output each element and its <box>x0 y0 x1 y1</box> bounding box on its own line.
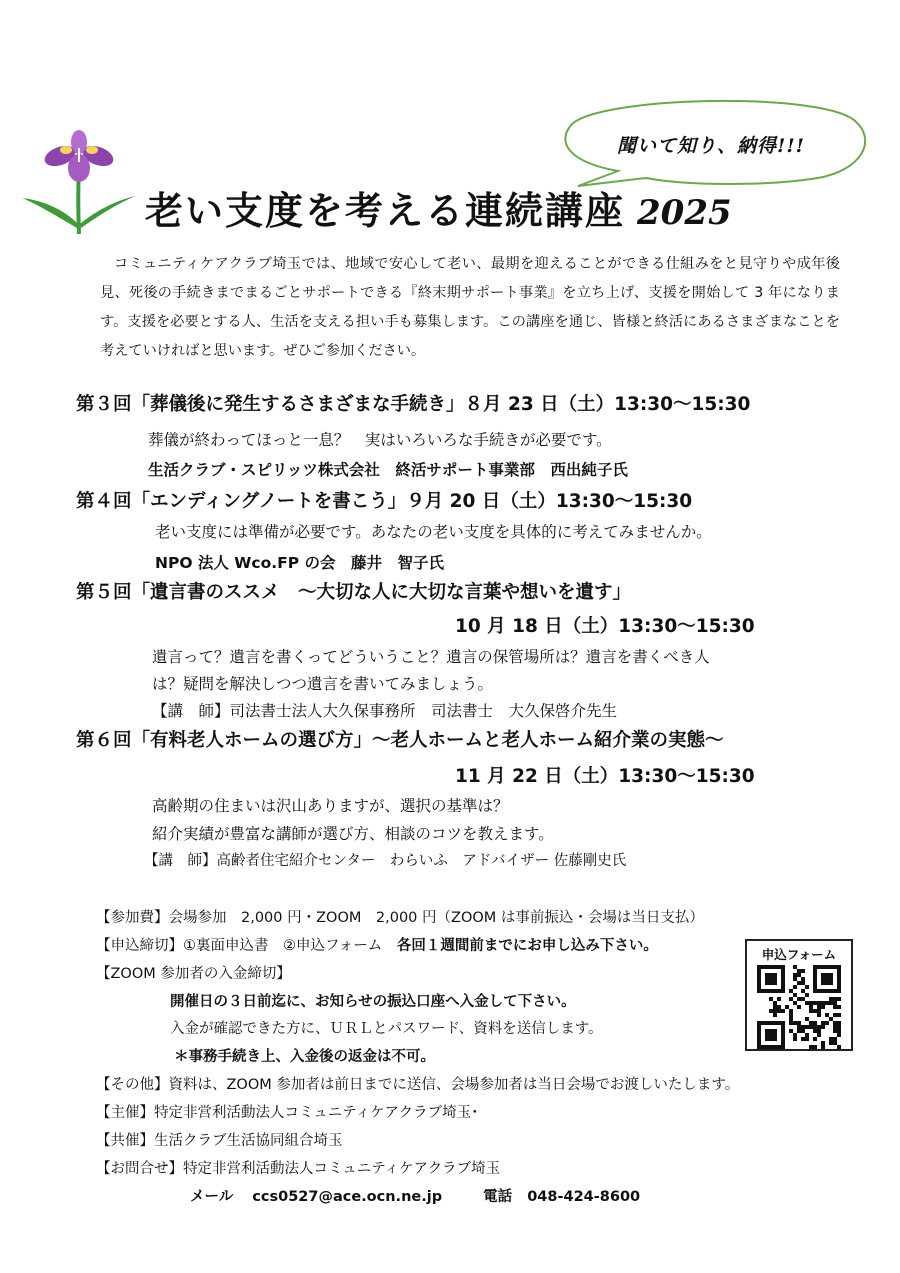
session-6-heading: 第６回「有料老人ホームの選び方」～老人ホームと老人ホーム紹介業の実態～ <box>76 730 724 751</box>
title-main: 老い支度を考える連続講座 <box>145 188 626 233</box>
session-6-date: 11 月 22 日（土）13:30～15:30 <box>455 766 755 787</box>
session-5-heading: 第５回「遺言書のススメ ～大切な人に大切な言葉や想いを遺す」 <box>76 582 632 603</box>
host-info: 【主催】特定非営利活動法人コミュニティケアクラブ埼玉･ <box>96 1105 479 1121</box>
cohost-info: 【共催】生活クラブ生活協同組合埼玉 <box>96 1133 343 1149</box>
session-5-date: 10 月 18 日（土）13:30～15:30 <box>455 616 755 637</box>
qr-label: 申込フォーム <box>761 947 837 962</box>
tel-number[interactable]: 048-424-8600 <box>527 1189 641 1205</box>
contact-info: 【お問合せ】特定非営利活動法人コミュニティケアクラブ埼玉 <box>96 1161 501 1177</box>
other-info: 【その他】資料は、ZOOM 参加者は前日までに送信、会場参加者は当日会場でお渡しいたします。 <box>96 1077 740 1093</box>
bubble-text: 聞いて知り、納得!!! <box>616 135 806 157</box>
session-4-speaker: NPO 法人 Wco.FP の会 藤井 智子氏 <box>155 554 444 572</box>
session-4-heading: 第４回「エンディングノートを書こう」９月 20 日（土）13:30～15:30 <box>76 491 693 512</box>
fee-info: 【参加費】会場参加 2,000 円・ZOOM 2,000 円（ZOOM は事前振込・会場は当日支払） <box>96 910 704 926</box>
deadline-info <box>96 934 658 955</box>
page-title <box>145 180 732 235</box>
session-6-speaker: 【講 師】高齢者住宅紹介センター わらいふ アドバイザー 佐藤剛史氏 <box>144 853 627 869</box>
session-5-description-1: 遺言って？遺言を書くってどういうこと？遺言の保管場所は？遺言を書くべき人 <box>152 648 710 666</box>
session-3-heading: 第３回「葬儀後に発生するさまざまな手続き」８月 23 日（土）13:30～15:30 <box>76 394 751 415</box>
session-3-description: 葬儀が終わってほっと一息？ 実はいろいろな手続きが必要です。 <box>148 431 612 449</box>
refund-note: ＊事務手続き上、入金後の返金は不可。 <box>174 1049 435 1065</box>
qr-code-box[interactable] <box>745 939 853 1051</box>
session-3-speaker: 生活クラブ・スピリッツ株式会社 終活サポート事業部 西出純子氏 <box>148 461 628 479</box>
zoom-payment-heading: 【ZOOM 参加者の入金締切】 <box>96 966 291 982</box>
deadline-text: 【申込締切】①裏面申込書 ②申込フォーム <box>96 938 383 954</box>
mail-address[interactable]: ccs0527@ace.ocn.ne.jp <box>252 1189 443 1205</box>
iris-flower-icon <box>20 128 138 236</box>
session-6-description-1: 高齢期の住まいは沢山ありますが、選択の基準は？ <box>152 797 509 815</box>
deadline-bold: 各回１週間前までにお申し込み下さい。 <box>396 938 658 954</box>
session-4-description: 老い支度には準備が必要です。あなたの老い支度を具体的に考えてみませんか。 <box>155 523 712 541</box>
zoom-payment-line-1: 開催日の３日前迄に、お知らせの振込口座へ入金して下さい。 <box>170 994 576 1010</box>
session-6-description-2: 紹介実績が豊富な講師が選び方、相談のコツを教えます。 <box>152 825 554 843</box>
mail-label: メール <box>190 1189 234 1205</box>
title-year: 2025 <box>637 193 732 233</box>
zoom-payment-line-2: 入金が確認できた方に、ＵＲＬとパスワード、資料を送信します。 <box>170 1021 603 1037</box>
session-5-speaker: 【講 師】司法書士法人大久保事務所 司法書士 大久保啓介先生 <box>152 702 618 720</box>
contact-details <box>190 1185 640 1206</box>
qr-code-icon <box>757 965 841 1049</box>
intro-paragraph: コミュニティケアクラブ埼玉では、地域で安心して老い、最期を迎えることができる仕組みをと見守りや成年後見、死後の手続きまでまるごとサポートできる『終末期サポート事業』を立ち上げ、支援を開始して 3 年になります。支援を必要とする人、生活を支える担い手も募集します。この講座を通じ、皆様と終活にあるさまざまなことを考えていければと思います。ぜひご参加ください。 <box>100 256 840 359</box>
session-5-description-2: は？疑問を解決しつつ遺言を書いてみましょう。 <box>152 675 494 693</box>
tel-label: 電話 <box>483 1189 513 1205</box>
